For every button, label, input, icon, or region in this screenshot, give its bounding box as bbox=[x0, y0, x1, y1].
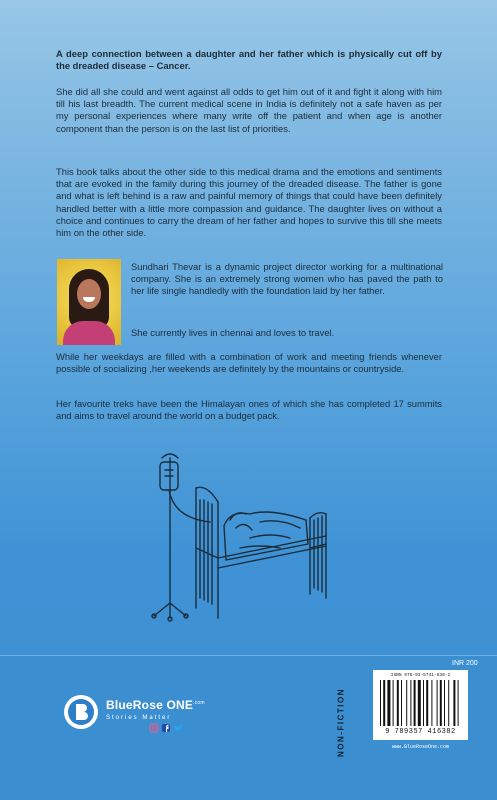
barcode-box bbox=[373, 670, 468, 740]
lead-text: A deep connection between a daughter and her father which is physically cut off by the dreaded disease – Cancer. bbox=[56, 48, 442, 72]
publisher-name-text: BlueRose ONE bbox=[106, 698, 194, 712]
publisher-name-sup: .com bbox=[193, 700, 205, 706]
hospital-bed-illustration bbox=[140, 448, 360, 628]
author-photo bbox=[57, 259, 121, 345]
genre-label bbox=[332, 660, 352, 790]
publisher-name bbox=[106, 698, 205, 712]
author-lives-text: She currently lives in chennai and loves to travel. bbox=[131, 327, 335, 338]
isbn-label: ISBN 978-93-5741-638-2 bbox=[390, 673, 451, 678]
facebook-icon[interactable] bbox=[162, 724, 170, 732]
author-lives bbox=[131, 327, 443, 339]
author-bio-text: Sundhari Thevar is a dynamic project director working for a multinational company. She is an extremely strong women who has paved the path to her life single handledly with the foundation laid by her father. bbox=[131, 261, 443, 297]
barcode bbox=[378, 680, 463, 726]
publisher-tagline: Stories Matter bbox=[106, 715, 172, 721]
author-bio bbox=[131, 261, 443, 298]
author-weekdays-text: While her weekdays are filled with a combination of work and meeting friends whenever possible of socializing ,her weekends are definitely by the mountains or countryside. bbox=[56, 351, 442, 375]
barcode-digits: 9 789357 416382 bbox=[385, 728, 456, 736]
blurb-paragraph-2 bbox=[56, 166, 442, 239]
author-weekdays bbox=[56, 351, 442, 375]
genre-text: NON-FICTION bbox=[336, 688, 346, 757]
price-label: INR 200 bbox=[452, 660, 478, 667]
publisher-website: www.BlueRoseOne.com bbox=[391, 744, 449, 750]
twitter-icon[interactable] bbox=[174, 724, 183, 730]
social-icons bbox=[149, 723, 185, 733]
blurb-text-1: She did all she could and went against all odds to get him out of it and fight it along with him till his last breadth. The current medical scene in India is definitely not a safe haven as per my personal experiences where many write off the patient and when age is another component than the person is on the last list of priorities. bbox=[56, 86, 442, 134]
author-treks-text: Her favourite treks have been the Himalayan ones of which she has completed 17 summits and aims to travel around the world on a budget pack. bbox=[56, 398, 442, 422]
bluerose-logo-icon bbox=[63, 694, 99, 730]
instagram-icon[interactable] bbox=[150, 724, 158, 732]
author-treks bbox=[56, 398, 442, 422]
blurb-paragraph-1 bbox=[56, 86, 442, 135]
blurb-text-2: This book talks about the other side to this medical drama and the emotions and sentiments that are evoked in the family during this journey of the dreaded disease. The father is gone and what is left behind is a raw and painful memory of things that could have been definitely handled better with a little more compassion and guidance. The daughter lives on without a choice and continues to carry the dream of her father and hopes to survive this till she meets him on the other side. bbox=[56, 166, 442, 239]
lead-paragraph bbox=[56, 48, 442, 72]
